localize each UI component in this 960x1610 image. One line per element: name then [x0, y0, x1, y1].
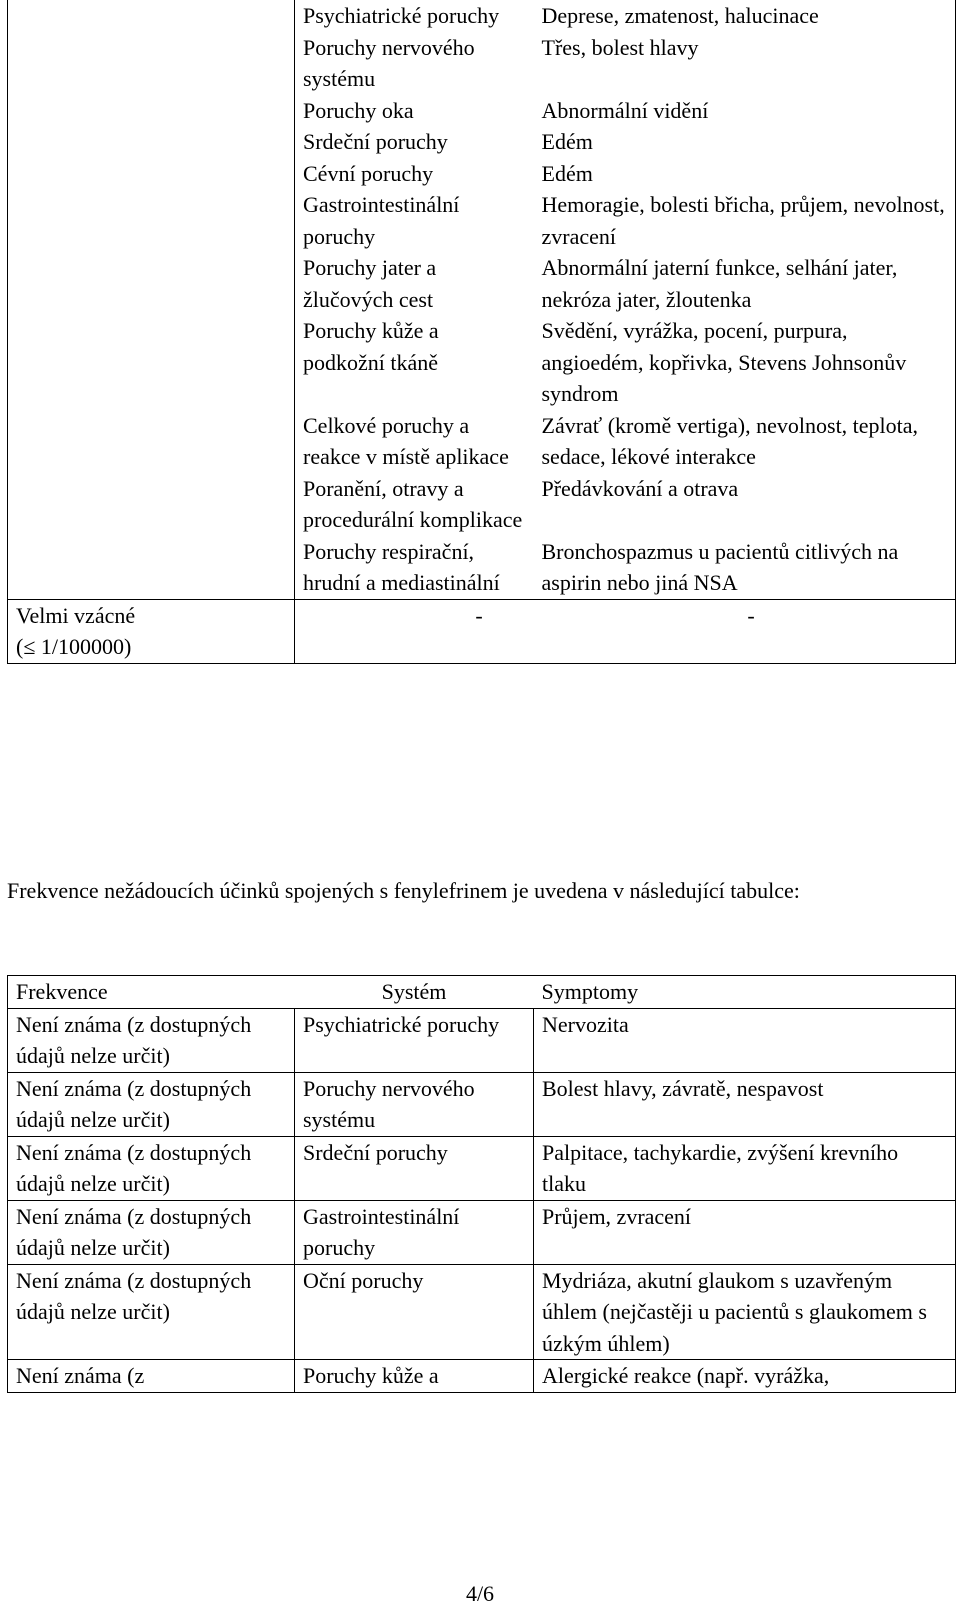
system-cell: Poruchy kůže a: [295, 1360, 534, 1393]
symptom-dash: -: [747, 602, 755, 628]
system-cell: Poruchy kůže a podkožní tkáně: [295, 315, 534, 410]
system-cell: Poranění, otravy a procedurální komplikace: [295, 473, 534, 536]
header-frequency: Frekvence: [8, 976, 295, 1009]
header-symptoms: Symptomy: [534, 976, 956, 1009]
system-cell: Poruchy jater a žlučových cest: [295, 252, 534, 315]
frequency-range: (≤ 1/100000): [16, 634, 132, 659]
frequency-cell: Není známa (z dostupných údajů nelze určit): [8, 1072, 295, 1136]
table-row: [8, 1008, 956, 1072]
system-cell: Poruchy nervového systému: [295, 1072, 534, 1136]
symptom-cell: Hemoragie, bolesti břicha, průjem, nevolnost, zvracení: [534, 189, 956, 252]
system-cell: Psychiatrické poruchy: [295, 0, 534, 32]
header-system: Systém: [295, 976, 534, 1009]
frequency-cell: Není známa (z: [8, 1360, 295, 1393]
table-header-row: [8, 976, 956, 1009]
table-row: [8, 1360, 956, 1393]
adverse-effects-table-2: [7, 975, 956, 1393]
symptom-cell: Bolest hlavy, závratě, nespavost: [534, 1072, 956, 1136]
frequency-label: Velmi vzácné: [16, 602, 136, 628]
frequency-cell: Není známa (z dostupných údajů nelze určit): [8, 1264, 295, 1360]
symptom-cell: Edém: [534, 126, 956, 158]
table-row: [8, 1136, 956, 1200]
system-cell: Srdeční poruchy: [295, 1136, 534, 1200]
system-cell: Poruchy nervového systému: [295, 32, 534, 95]
symptom-cell: Třes, bolest hlavy: [534, 32, 956, 95]
system-cell: Celkové poruchy a reakce v místě aplikace: [295, 410, 534, 473]
system-cell: Oční poruchy: [295, 1264, 534, 1360]
frequency-cell: Není známa (z dostupných údajů nelze určit): [8, 1200, 295, 1264]
system-cell: Poruchy respirační, hrudní a mediastinální: [295, 536, 534, 600]
symptom-cell: Abnormální jaterní funkce, selhání jater, nekróza jater, žloutenka: [534, 252, 956, 315]
symptom-cell: Průjem, zvracení: [534, 1200, 956, 1264]
symptom-cell: Svědění, vyrážka, pocení, purpura, angioedém, kopřivka, Stevens Johnsonův syndrom: [534, 315, 956, 410]
system-cell: Poruchy oka: [295, 95, 534, 127]
table-row: [8, 1200, 956, 1264]
table-row: [8, 0, 956, 32]
page-number: 4/6: [465, 1581, 495, 1606]
symptom-cell: Mydriáza, akutní glaukom s uzavřeným úhlem (nejčastěji u pacientů s glaukomem s úzkým úhlem): [534, 1264, 956, 1360]
table-row: [8, 1072, 956, 1136]
frequency-cell: [8, 599, 295, 663]
system-cell: Psychiatrické poruchy: [295, 1008, 534, 1072]
system-cell: Cévní poruchy: [295, 158, 534, 190]
intro-paragraph: Frekvence nežádoucích účinků spojených s fenylefrinem je uvedena v následující tabulce:: [7, 878, 800, 903]
adverse-effects-table-1: [7, 0, 956, 664]
symptom-cell: Předávkování a otrava: [534, 473, 956, 536]
symptom-cell: Palpitace, tachykardie, zvýšení krevního tlaku: [534, 1136, 956, 1200]
table-row: [8, 1264, 956, 1360]
frequency-cell: Není známa (z dostupných údajů nelze určit): [8, 1008, 295, 1072]
frequency-cell: [8, 0, 295, 599]
system-cell: Gastrointestinální poruchy: [295, 1200, 534, 1264]
system-dash: -: [475, 602, 483, 628]
symptom-cell: Deprese, zmatenost, halucinace: [534, 0, 956, 32]
frequency-cell: Není známa (z dostupných údajů nelze určit): [8, 1136, 295, 1200]
symptom-cell: Alergické reakce (např. vyrážka,: [534, 1360, 956, 1393]
symptom-cell: Edém: [534, 158, 956, 190]
system-cell: Gastrointestinální poruchy: [295, 189, 534, 252]
symptom-cell: Závrať (kromě vertiga), nevolnost, teplota, sedace, lékové interakce: [534, 410, 956, 473]
symptom-cell: Abnormální vidění: [534, 95, 956, 127]
symptom-cell: Bronchospazmus u pacientů citlivých na aspirin nebo jiná NSA: [534, 536, 956, 600]
table-row-very-rare: [8, 599, 956, 663]
system-cell: Srdeční poruchy: [295, 126, 534, 158]
dash-cell: [295, 599, 956, 663]
symptom-cell: Nervozita: [534, 1008, 956, 1072]
